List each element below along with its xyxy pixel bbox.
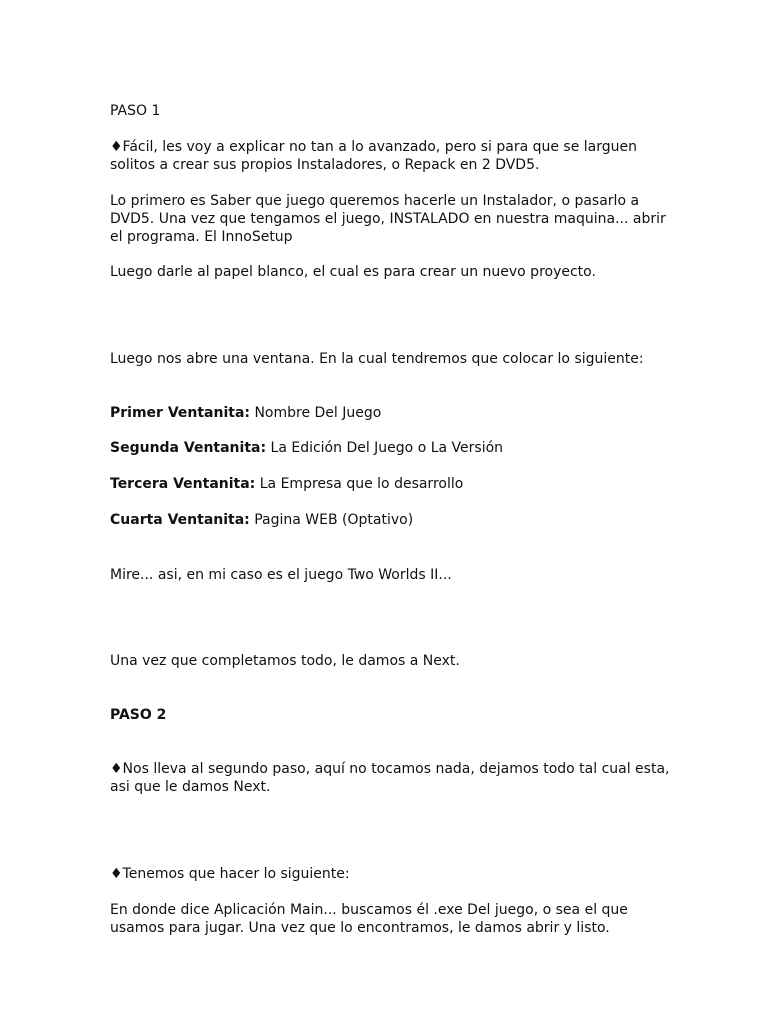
aplicacion-main-paragraph: En donde dice Aplicación Main... buscamos él .exe Del juego, o sea el que usamos para jugar. Una vez que lo encontramos, le damos abrir y listo. xyxy=(110,902,628,936)
paso1-heading: PASO 1 xyxy=(110,103,161,119)
field-label: Cuarta Ventanita: xyxy=(110,512,250,528)
primero-paragraph: Lo primero es Saber que juego queremos hacerle un Instalador, o pasarlo a DVD5. Una vez que tengamos el juego, INSTALADO en nuestra maquina... abrir el programa. El InnoSetup xyxy=(110,193,666,245)
tenemos-paragraph: ♦Tenemos que hacer lo siguiente: xyxy=(110,866,350,882)
intro-paragraph: ♦Fácil, les voy a explicar no tan a lo avanzado, pero si para que se larguen solitos a crear sus propios Instaladores, o Repack en 2 DVD5. xyxy=(110,139,638,173)
field-tercera-ventanita xyxy=(110,475,670,493)
mire-paragraph: Mire... asi, en mi caso es el juego Two Worlds II... xyxy=(110,567,452,583)
field-primer-ventanita xyxy=(110,404,670,422)
field-label: Tercera Ventanita: xyxy=(110,476,256,492)
field-value: Pagina WEB (Optativo) xyxy=(254,512,414,528)
field-cuarta-ventanita xyxy=(110,511,670,529)
papel-blanco-paragraph: Luego darle al papel blanco, el cual es para crear un nuevo proyecto. xyxy=(110,264,596,280)
segundo-paso-paragraph: ♦Nos lleva al segundo paso, aquí no tocamos nada, dejamos todo tal cual esta, asi que le damos Next. xyxy=(110,761,670,795)
field-value: La Empresa que lo desarrollo xyxy=(259,476,464,492)
paso2-heading: PASO 2 xyxy=(110,707,167,723)
field-segunda-ventanita xyxy=(110,439,670,457)
field-value: La Edición Del Juego o La Versión xyxy=(270,440,504,456)
ventana-paragraph: Luego nos abre una ventana. En la cual tendremos que colocar lo siguiente: xyxy=(110,351,644,367)
field-label: Segunda Ventanita: xyxy=(110,440,267,456)
field-value: Nombre Del Juego xyxy=(254,405,382,421)
field-label: Primer Ventanita: xyxy=(110,405,250,421)
completamos-paragraph: Una vez que completamos todo, le damos a Next. xyxy=(110,653,460,669)
